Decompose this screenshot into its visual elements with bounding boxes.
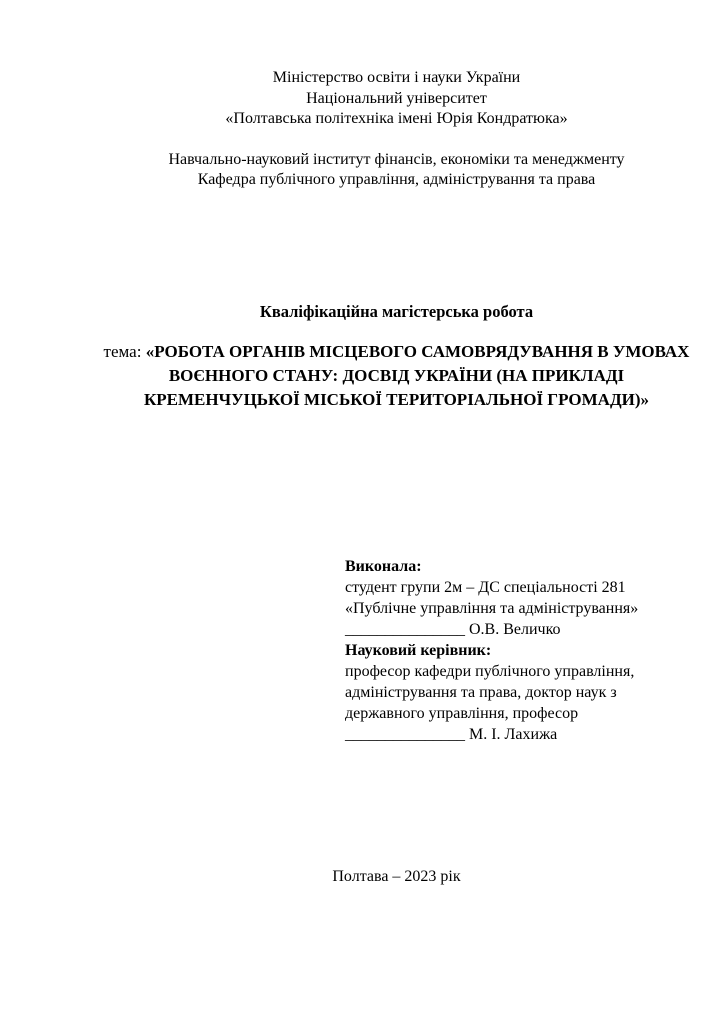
department-line: Кафедра публічного управління, адміністрування та права — [197, 171, 596, 188]
work-type-label: Кваліфікаційна магістерська робота — [259, 302, 534, 321]
topic-title-text: «РОБОТА ОРГАНІВ МІСЦЕВОГО САМОВРЯДУВАННЯ В УМОВАХ ВОЄННОГО СТАНУ: ДОСВІД УКРАЇНИ (НА ПРИКЛАДІ КРЕМЕНЧУЦЬКОЇ МІСЬКОЇ ТЕРИТОРІАЛЬНОЇ ГРОМАДИ)» — [143, 342, 690, 409]
university-name-line: Національний університет — [306, 89, 487, 107]
university-title-line: «Полтавська політехніка імені Юрія Кондратюка» — [225, 110, 568, 127]
document-footer — [103, 866, 690, 887]
performed-by-label: Виконала: — [345, 558, 422, 575]
student-info-line-1: студент групи 2м – ДС спеціальності 281 — [345, 579, 626, 596]
institute-line: Навчально-науковий інститут фінансів, економіки та менеджменту — [168, 150, 625, 168]
ministry-line: Міністерство освіти і науки України — [272, 69, 521, 86]
work-title-block — [103, 340, 690, 412]
work-title-paragraph — [103, 340, 690, 412]
city-year-line: Полтава – 2023 рік — [332, 868, 461, 885]
supervisor-info-line-1: професор кафедри публічного управління, — [345, 663, 635, 680]
supervisor-info-line-3: державного управління, професор — [345, 705, 579, 722]
student-info-line-2: «Публічне управління та адміністрування» — [345, 600, 639, 617]
supervisor-info-line-2: адміністрування та права, доктор наук з — [345, 684, 617, 701]
topic-prefix-label: тема: — [103, 342, 146, 361]
work-type-heading — [103, 301, 690, 322]
supervisor-label: Науковий керівник: — [345, 642, 492, 659]
student-signature-line: _______________ О.В. Величко — [345, 621, 561, 638]
credits-block — [345, 556, 680, 745]
document-header — [103, 68, 690, 191]
supervisor-signature-line: _______________ М. І. Лахижа — [345, 726, 558, 743]
